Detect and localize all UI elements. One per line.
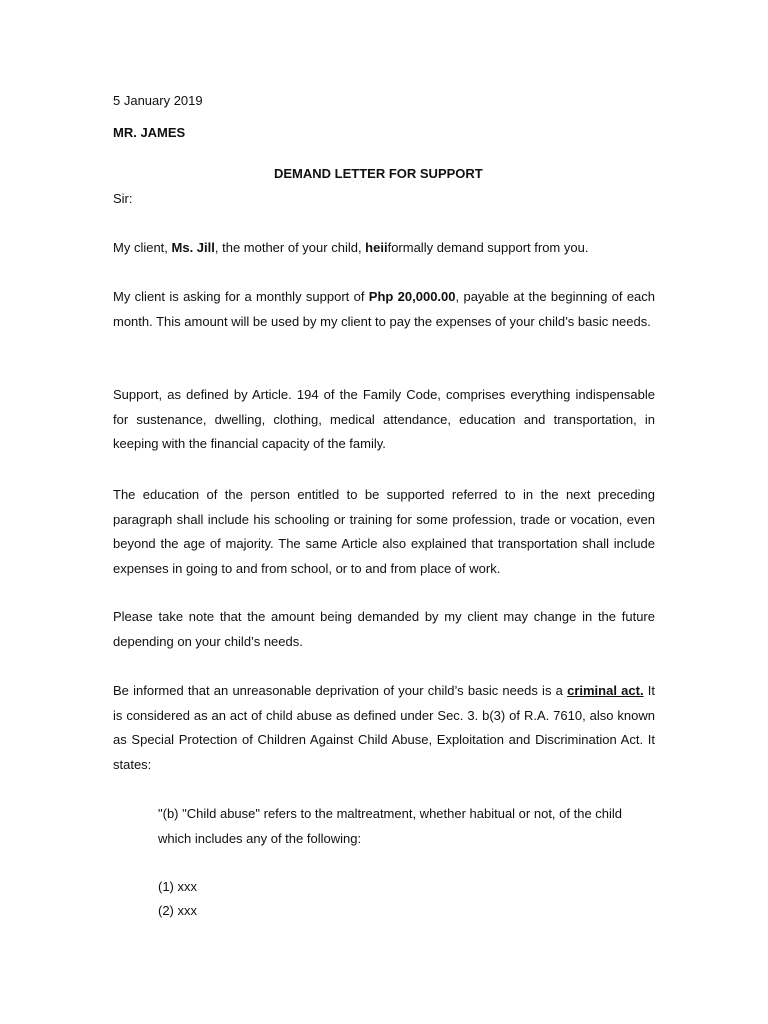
recipient-name: MR. JAMES — [113, 125, 186, 140]
salutation: Sir: — [113, 191, 133, 206]
client-name: Ms. Jill — [171, 240, 215, 255]
p1-text-3: formally demand support from you. — [387, 240, 589, 255]
paragraph-4: The education of the person entitled to be supported referred to in the next preceding paragraph shall include his schooling or training for some profession, trade or vocation, even beyond the age of majority. The same Article also explained that transportation shall include expenses in going to and from school, or to and from place of work. — [113, 487, 655, 576]
list-item: (2) xxx — [158, 903, 197, 918]
p1-text-1: My client, — [113, 240, 172, 255]
criminal-act-emphasis: criminal act. — [567, 683, 644, 698]
paragraph-6 — [113, 679, 655, 777]
letter-date: 5 January 2019 — [113, 93, 203, 108]
quoted-definition: "(b) "Child abuse" refers to the maltreatment, whether habitual or not, of the child which includes any of the following: — [158, 806, 623, 846]
paragraph-2 — [113, 285, 655, 334]
p2-text-2: , payable at the beginning of each month. This amount will be used by my client to pay the expenses of your child’s basic needs. — [113, 289, 656, 329]
support-amount: Php 20,000.00 — [368, 289, 456, 304]
paragraph-5: Please take note that the amount being demanded by my client may change in the future depending on your child’s needs. — [113, 609, 655, 649]
p6-text-1: Be informed that an unreasonable deprivation of your child’s basic needs is a — [113, 683, 568, 698]
p2-text-1: My client is asking for a monthly support of — [113, 289, 369, 304]
list-item: (1) xxx — [158, 879, 197, 894]
p1-text-2: , the mother of your child, — [214, 240, 366, 255]
paragraph-3: Support, as defined by Article. 194 of the Family Code, comprises everything indispensable for sustenance, dwelling, clothing, medical attendance, education and transportation, in keeping with the financial capacity of the family. — [113, 387, 655, 452]
p1-typo: heii — [365, 240, 388, 255]
letter-title: DEMAND LETTER FOR SUPPORT — [274, 166, 483, 181]
p6-text-2: It is considered as an act of child abuse as defined under Sec. 3. b(3) of R.A. 7610, also known as Special Protection of Children Against Child Abuse, Exploitation and Discrimination Act. It states: — [113, 683, 655, 772]
paragraph-1 — [113, 236, 655, 261]
